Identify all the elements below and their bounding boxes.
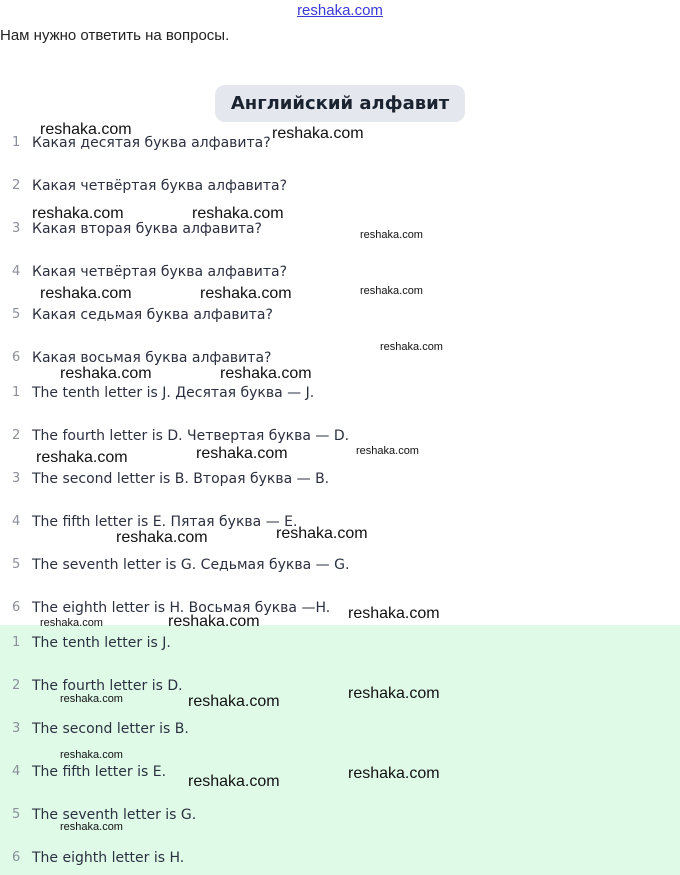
short-answer-number: 2: [12, 678, 21, 693]
watermark: reshaka.com: [36, 449, 128, 466]
watermark: reshaka.com: [40, 121, 132, 138]
watermark: reshaka.com: [188, 773, 280, 790]
question-number: 5: [12, 307, 21, 322]
watermark: reshaka.com: [348, 605, 440, 622]
watermark: reshaka.com: [348, 765, 440, 782]
answer-text: The eighth letter is H. Восьмая буква —H.: [32, 600, 331, 616]
answer-text: The fourth letter is D. Четвертая буква — D.: [32, 428, 350, 444]
answer-number: 2: [12, 428, 21, 443]
watermark: reshaka.com: [168, 613, 260, 630]
short-answer-number: 1: [12, 635, 21, 650]
watermark: reshaka.com: [348, 685, 440, 702]
watermark: reshaka.com: [196, 445, 288, 462]
question-number: 3: [12, 221, 21, 236]
answer-text: The seventh letter is G. Седьмая буква — G.: [32, 557, 350, 573]
question-number: 4: [12, 264, 21, 279]
short-answer-text: The fifth letter is E.: [32, 764, 167, 780]
watermark: reshaka.com: [200, 285, 292, 302]
question-text: Какая восьмая буква алфавита?: [32, 350, 272, 366]
answer-number: 3: [12, 471, 21, 486]
section-title: Английский алфавит: [215, 85, 465, 122]
short-answer-text: The seventh letter is G.: [32, 807, 197, 823]
answer-text: The second letter is B. Вторая буква — B.: [32, 471, 330, 487]
question-number: 2: [12, 178, 21, 193]
short-answer-number: 5: [12, 807, 21, 822]
watermark: reshaka.com: [356, 445, 419, 457]
watermark: reshaka.com: [60, 749, 123, 761]
watermark: reshaka.com: [276, 525, 368, 542]
watermark: reshaka.com: [60, 693, 123, 705]
short-answer-number: 3: [12, 721, 21, 736]
answer-text: The tenth letter is J. Десятая буква — J.: [32, 385, 315, 401]
watermark: reshaka.com: [220, 365, 312, 382]
answer-number: 4: [12, 514, 21, 529]
short-answer-text: The fourth letter is D.: [32, 678, 183, 694]
watermark: reshaka.com: [360, 229, 423, 241]
question-number: 1: [12, 135, 21, 150]
answer-text: The fifth letter is E. Пятая буква — E.: [32, 514, 298, 530]
watermark: reshaka.com: [60, 365, 152, 382]
watermark: reshaka.com: [116, 529, 208, 546]
watermark: reshaka.com: [32, 205, 124, 222]
question-text: Какая вторая буква алфавита?: [32, 221, 262, 237]
watermark: reshaka.com: [360, 285, 423, 297]
question-text: Какая четвёртая буква алфавита?: [32, 264, 288, 280]
question-text: Какая седьмая буква алфавита?: [32, 307, 273, 323]
short-answer-text: The eighth letter is H.: [32, 850, 185, 866]
question-text: Какая четвёртая буква алфавита?: [32, 178, 288, 194]
watermark: reshaka.com: [188, 693, 280, 710]
watermark: reshaka.com: [272, 125, 364, 142]
short-answer-text: The second letter is B.: [32, 721, 189, 737]
watermark: reshaka.com: [40, 285, 132, 302]
watermark: reshaka.com: [60, 821, 123, 833]
watermark: reshaka.com: [192, 205, 284, 222]
watermark: reshaka.com: [40, 617, 103, 629]
short-answer-text: The tenth letter is J.: [32, 635, 171, 651]
short-answer-number: 6: [12, 850, 21, 865]
answer-number: 5: [12, 557, 21, 572]
intro-text: Нам нужно ответить на вопросы.: [0, 27, 230, 44]
short-answer-number: 4: [12, 764, 21, 779]
watermark: reshaka.com: [380, 341, 443, 353]
question-text: Какая десятая буква алфавита?: [32, 135, 271, 151]
top-site-link[interactable]: reshaka.com: [297, 2, 383, 19]
answer-number: 6: [12, 600, 21, 615]
answer-number: 1: [12, 385, 21, 400]
question-number: 6: [12, 350, 21, 365]
